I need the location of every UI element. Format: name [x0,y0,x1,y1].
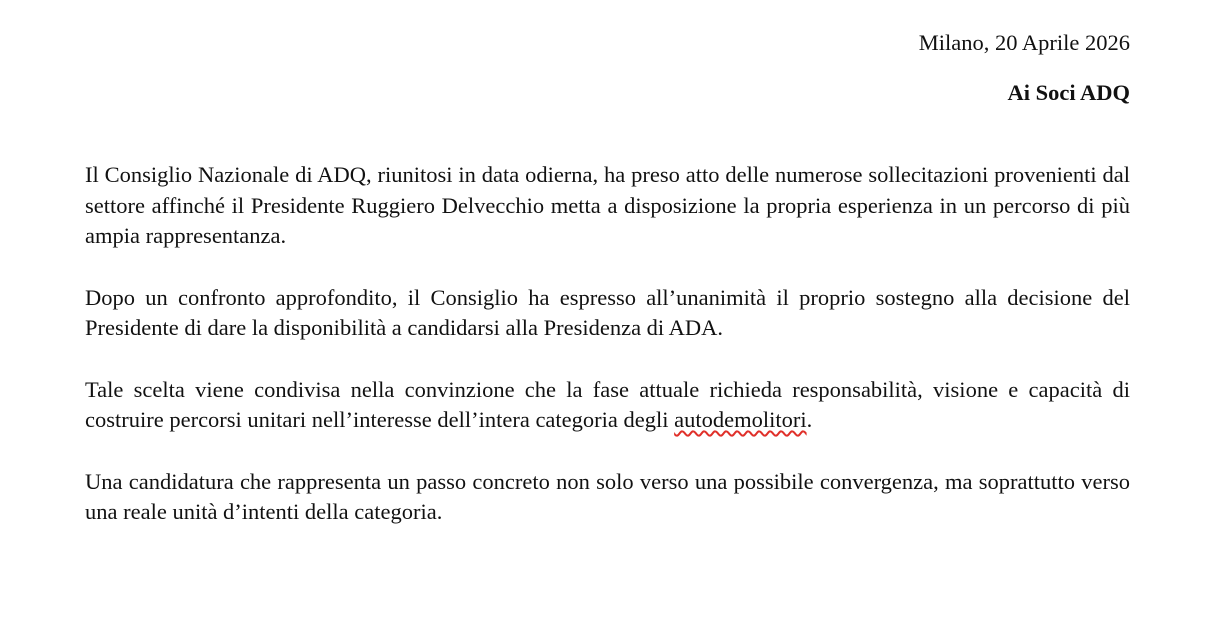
place-date: Milano, 20 Aprile 2026 [918,30,1130,55]
recipient: Ai Soci ADQ [1007,80,1130,105]
letter-document [85,26,1130,528]
spellcheck-flagged-word[interactable]: autodemolitori [674,407,807,432]
paragraph-3-text: Tale scelta viene condivisa nella convinzione che la fase attuale richieda responsabilità, visione e capacità di costruire percorsi unitari nell’interesse dell’intera categoria degli [85,376,1130,432]
paragraph-4: Una candidatura che rappresenta un passo concreto non solo verso una possibile convergenza, ma soprattutto verso una reale unità d’intenti della categoria. [85,468,1130,524]
paragraph-1: Il Consiglio Nazionale di ADQ, riunitosi in data odierna, ha preso atto delle numerose sollecitazioni provenienti dal settore affinché il Presidente Ruggiero Delvecchio metta a disposizione la propria esperienza in un percorso di più ampia rappresentanza. [85,162,1130,248]
paragraph-3-end: . [806,407,813,432]
paragraph-3 [85,375,1130,436]
paragraph-2: Dopo un confronto approfondito, il Consiglio ha espresso all’unanimità il proprio sostegno alla decisione del Presidente di dare la disponibilità a candidarsi alla Presidenza di ADA. [85,284,1130,340]
